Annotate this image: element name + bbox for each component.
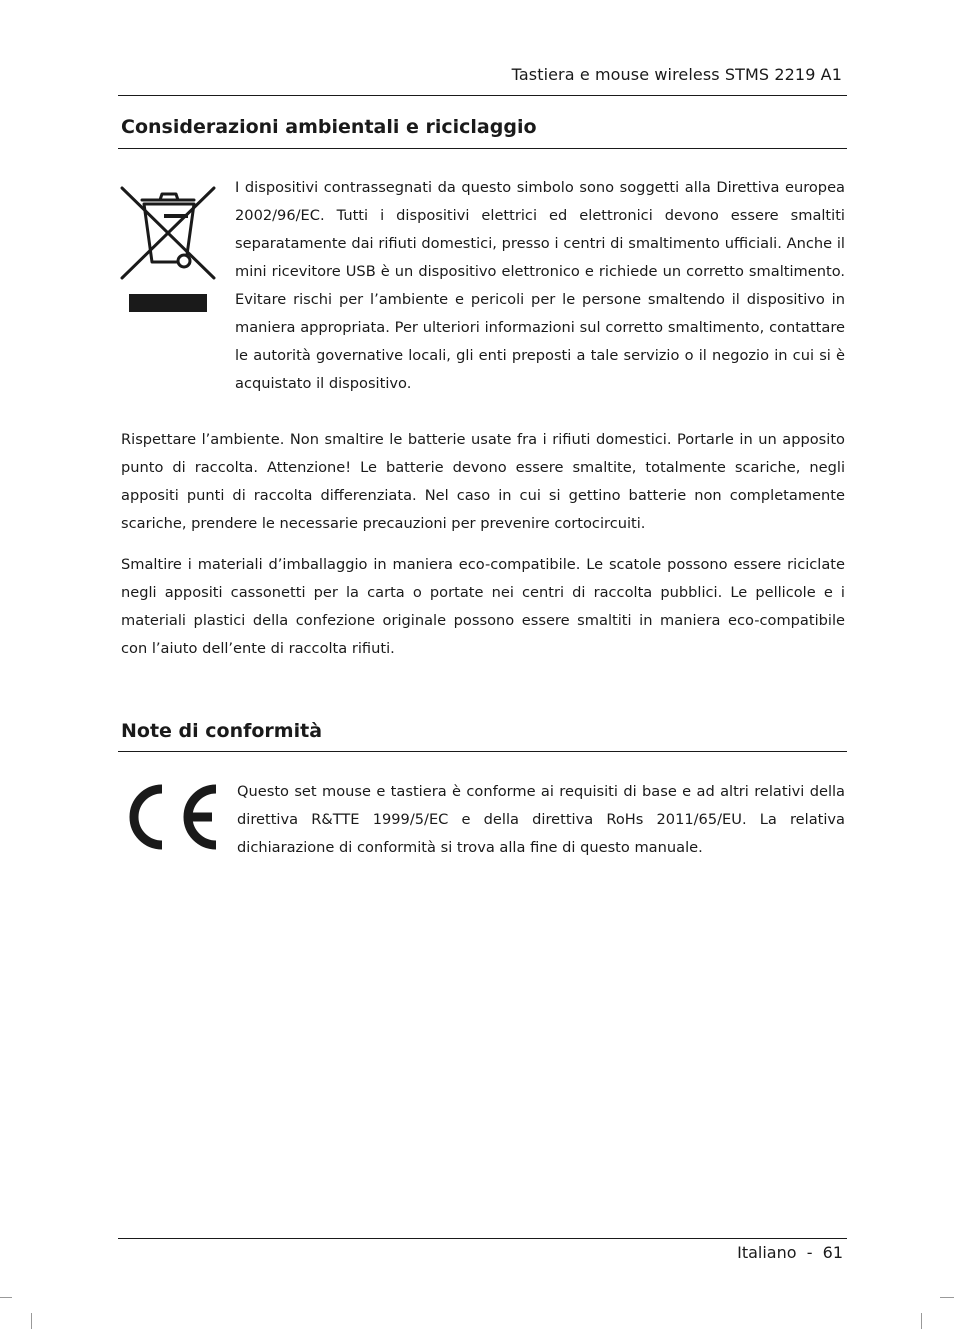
- footer-rule: [118, 1238, 847, 1239]
- section-rule-recycling: [118, 148, 847, 149]
- section-rule-conformity: [118, 751, 847, 752]
- crop-mark-right-horizontal: [940, 1297, 954, 1298]
- ce-mark-icon: [122, 781, 222, 853]
- crop-mark-left-vertical: [31, 1313, 32, 1329]
- crop-mark-right-vertical: [921, 1313, 922, 1329]
- page-number: 61: [822, 1243, 843, 1262]
- section-title-recycling: Considerazioni ambientali e riciclaggio: [121, 116, 537, 138]
- recycling-paragraph-weee: I dispositivi contrassegnati da questo simbolo sono soggetti alla Direttiva europea 2002/96/EC. Tutti i dispositivi elettrici ed elettronici devono essere smaltiti separatamente dai rifiuti domestici, presso i centri di smaltimento ufficiali. Anche il mini ricevitore USB è un dispositivo elettronico e richiede un corretto smaltimento. Evitare rischi per l’ambiente e pericoli per le persone smaltendo il dispositivo in maniera appropriata. Per ulteriori informazioni sul corretto smaltimento, contattare le autorità governative locali, gli enti preposti a tale servizio o il negozio in cui si è acquistato il dispositivo.: [235, 179, 845, 392]
- footer-separator: -: [806, 1243, 813, 1262]
- header-rule: [118, 95, 847, 96]
- weee-crossed-bin-icon: [118, 184, 218, 316]
- conformity-paragraph: Questo set mouse e tastiera è conforme ai requisiti di base e ad altri relativi della direttiva R&TTE 1999/5/EC e della direttiva RoHs 2011/65/EU. La relativa dichiarazione di conformità si trova alla fine di questo manuale.: [237, 783, 845, 856]
- section-title-conformity: Note di conformità: [121, 720, 323, 742]
- recycling-paragraph-batteries: Rispettare l’ambiente. Non smaltire le batterie usate fra i rifiuti domestici. Portarle in un apposito punto di raccolta. Attenzione! Le batterie devono essere smaltite, totalmente scariche, negli appositi punti di raccolta differenziata. Nel caso in cui si gettino batterie non completamente scariche, prendere le necessarie precauzioni per prevenire cortocircuiti.: [121, 431, 845, 532]
- running-header: Tastiera e mouse wireless STMS 2219 A1: [511, 65, 842, 84]
- footer-language: Italiano: [737, 1243, 797, 1262]
- page-footer: [737, 1242, 843, 1264]
- recycling-paragraph-packaging: Smaltire i materiali d’imballaggio in maniera eco-compatibile. Le scatole possono essere riciclate negli appositi cassonetti per la carta o portate nei centri di raccolta pubblici. Le pellicole e i materiali plastici della confezione originale possono essere smaltiti in maniera eco-compatibile con l’aiuto dell’ente di raccolta rifiuti.: [121, 556, 845, 657]
- crop-mark-left-horizontal: [0, 1297, 12, 1298]
